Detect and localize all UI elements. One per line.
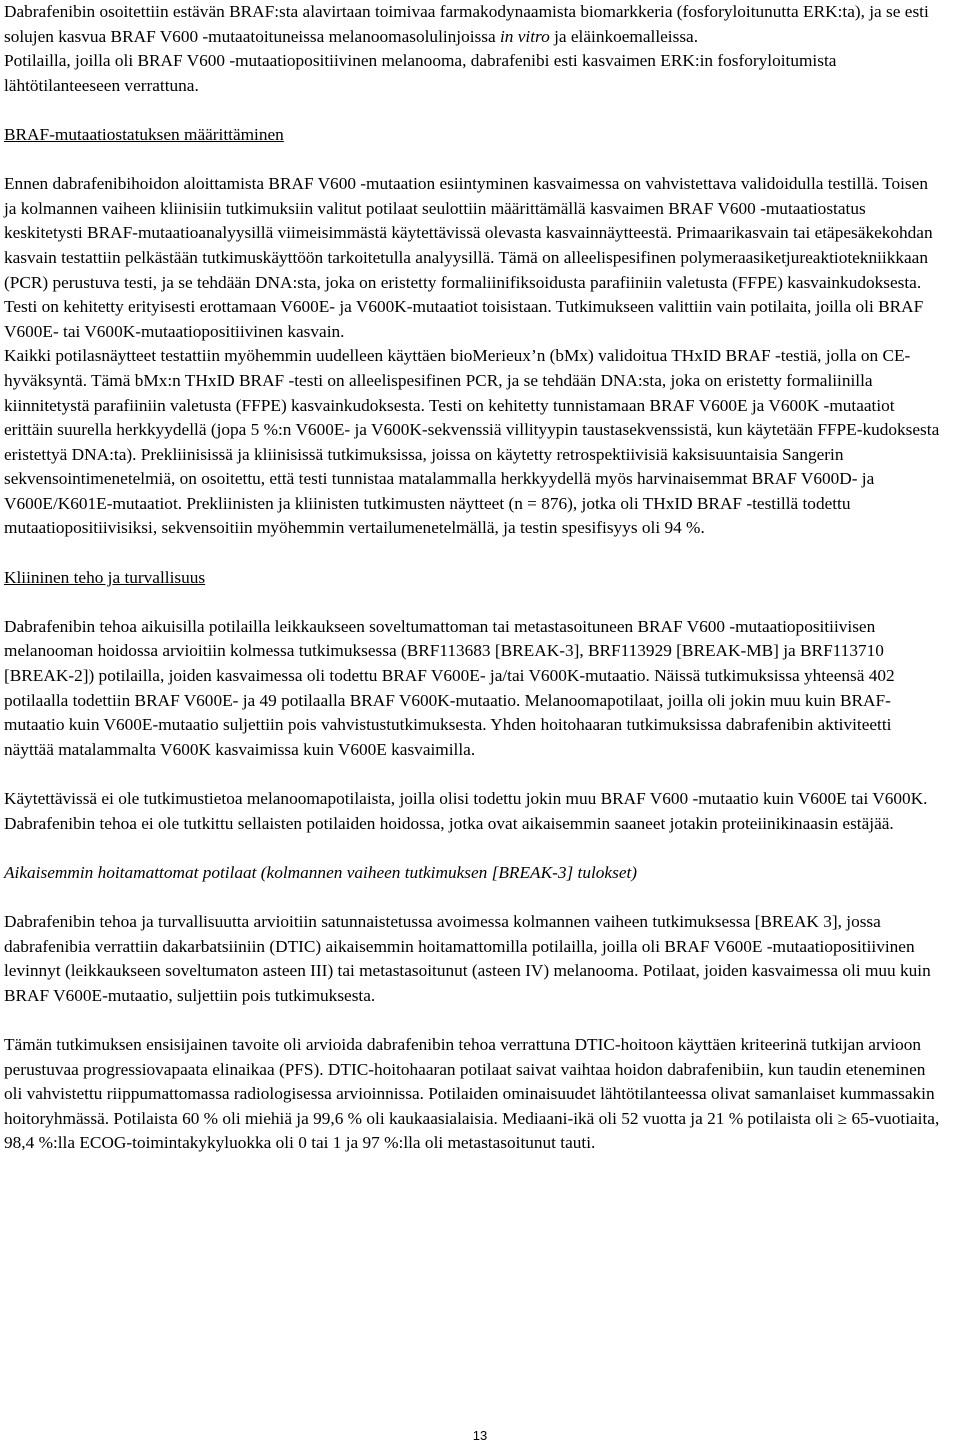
intro-paragraph-1 xyxy=(4,0,940,49)
page-number: 13 xyxy=(472,1428,488,1443)
intro-text-2: ja eläinkoemalleissa. xyxy=(549,26,699,46)
braf-paragraph-2: Kaikki potilasnäytteet testattiin myöhemmin uudelleen käyttäen bioMerieux’n (bMx) validoitua THxID BRAF -testiä, jolla on CE-hyväksyntä. Tämä bMx:n THxID BRAF -testi on alleelispesifinen PCR, ja se tehdään DNA:sta, joka on eristetty formaliinilla kiinnitetystä parafiiniin valetusta (FFPE) kasvainkudoksesta. Testi on kehitetty tunnistamaan BRAF V600E ja V600K -mutaatiot erittäin suurella herkkyydellä (jopa 5 %:n V600E- ja V600K-sekvenssiä villityypin taustasekvenssistä, kun käytetään FFPE-kudoksesta eristettyä DNA:ta). Prekliinisissä ja kliinisissä tutkimuksissa, joissa on käytetty retrospektiivisiä kaksisuuntaisia Sangerin sekvensointimenetelmiä, on osoitettu, että testi tunnistaa matalammalla herkkyydellä myös harvinaisemmat BRAF V600D- ja V600E/K601E-mutaatiot. Prekliinisten ja kliinisten tutkimusten näytteet (n = 876), jotka oli THxID BRAF -testillä todettu mutaatiopositiivisiksi, sekvensoitiin myöhemmin vertailumenetelmällä, ja testin spesifisyys oli 94 %. xyxy=(4,346,940,538)
braf-paragraph-1: Ennen dabrafenibihoidon aloittamista BRAF V600 -mutaation esiintyminen kasvaimessa on vahvistettava validoidulla testillä. Toisen ja kolmannen vaiheen kliinisiin tutkimuksiin valitut potilaat seulottiin määrittämällä kasvaimen BRAF V600 -mutaatiostatus keskitetysti BRAF-mutaatioanalyysillä viimeisimmästä käytettävissä olevasta kasvainnäytteestä. Primaarikasvain tai etäpesäkekohdan kasvain testattiin pelkästään tutkimuskäyttöön tarkoitetulla analyysillä. Tämä on alleelispesifinen polymeraasiketjureaktiotekniikkaan (PCR) perustuva testi, ja se tehdään DNA:sta, joka on eristetty formaliinifiksoidusta parafiiniin valetusta (FFPE) kasvainkudoksesta. Testi on kehitetty erityisesti erottamaan V600E- ja V600K-mutaatiot toisistaan. Tutkimukseen valittiin vain potilaita, joilla oli BRAF V600E- tai V600K-mutaatiopositiivinen kasvain. xyxy=(4,174,933,341)
braf-mutation-heading: BRAF-mutaatiostatuksen määrittäminen xyxy=(4,124,284,144)
document-page xyxy=(4,0,940,1156)
intro-paragraph-2: Potilailla, joilla oli BRAF V600 -mutaatiopositiivinen melanooma, dabrafenibi esti kasvaimen ERK:in fosforyloitumista lähtötilanteeseen verrattuna. xyxy=(4,51,837,95)
clinical-paragraph-2: Käytettävissä ei ole tutkimustietoa melanoomapotilaista, joilla olisi todettu jokin muu BRAF V600 -mutaatio kuin V600E tai V600K. Dabrafenibin tehoa ei ole tutkittu sellaisten potilaiden hoidossa, jotka ovat aikaisemmin saaneet jotakin proteiinikinaasin estäjää. xyxy=(4,789,928,833)
in-vitro-term: in vitro xyxy=(500,26,550,46)
clinical-paragraph-1: Dabrafenibin tehoa aikuisilla potilailla leikkaukseen soveltumattoman tai metastasoituneen BRAF V600 -mutaatiopositiivisen melanooman hoidossa arvioitiin kolmessa tutkimuksessa (BRF113683 [BREAK-3], BRF113929 [BREAK-MB] ja BRF113710 [BREAK-2]) potilailla, joiden kasvaimessa oli todettu BRAF V600E- ja/tai V600K-mutaatio. Näissä tutkimuksissa yhteensä 402 potilaalla todettiin BRAF V600E- ja 49 potilaalla BRAF V600K-mutaatio. Melanoomapotilaat, joilla oli jokin muu kuin BRAF-mutaatio kuin V600E-mutaatio suljettiin pois vahvistustutkimuksesta. Yhden hoitohaaran tutkimuksissa dabrafenibin aktiviteetti näyttää matalammalta V600K kasvaimissa kuin V600E kasvaimilla. xyxy=(4,616,895,759)
clinical-efficacy-heading: Kliininen teho ja turvallisuus xyxy=(4,567,206,587)
previously-untreated-heading: Aikaisemmin hoitamattomat potilaat (kolmannen vaiheen tutkimuksen [BREAK-3] tulokset) xyxy=(4,862,638,882)
break3-paragraph-2: Tämän tutkimuksen ensisijainen tavoite oli arvioida dabrafenibin tehoa verrattuna DTIC-hoitoon käyttäen kriteerinä tutkijan arvioon perustuvaa progressiovapaata elinaikaa (PFS). DTIC-hoitohaaran potilaat saivat vaihtaa hoidon dabrafenibiin, kun taudin eteneminen oli vahvistettu riippumattomassa radiologisessa arvioinnissa. Potilaiden ominaisuudet lähtötilanteessa olivat samanlaiset kummassakin hoitoryhmässä. Potilaista 60 % oli miehiä ja 99,6 % oli kaukaasialaisia. Mediaani-ikä oli 52 vuotta ja 21 % potilaista oli ≥ 65-vuotiaita, 98,4 %:lla ECOG-toimintakykyluokka oli 0 tai 1 ja 97 %:lla oli metastasoitunut tauti. xyxy=(4,1034,940,1153)
break3-paragraph-1: Dabrafenibin tehoa ja turvallisuutta arvioitiin satunnaistetussa avoimessa kolmannen vaiheen tutkimuksessa [BREAK 3], jossa dabrafenibia verrattiin dakarbatsiiniin (DTIC) aikaisemmin hoitamattomilla potilailla, joilla oli BRAF V600E -mutaatiopositiivinen levinnyt (leikkaukseen soveltumaton asteen III) tai metastasoitunut (asteen IV) melanooma. Potilaat, joiden kasvaimessa oli muu kuin BRAF V600E-mutaatio, suljettiin pois tutkimuksesta. xyxy=(4,911,931,1005)
intro-text-1: Dabrafenibin osoitettiin estävän BRAF:sta alavirtaan toimivaa farmakodynaamista biomarkkeria (fosforyloitunutta ERK:ta), ja se esti solujen kasvua BRAF V600 -mutaatoituneissa melanoomasolulinjoissa xyxy=(4,2,929,46)
